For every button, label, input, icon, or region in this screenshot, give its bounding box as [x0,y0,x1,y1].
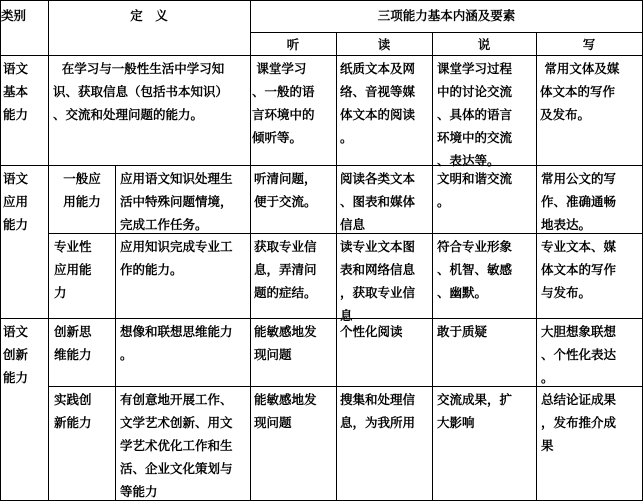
row-definition: 有创意地开展工作、 文学艺术创新、用文 学艺术优化工作和生 活、企业文化策划与 等能力 [120,392,233,499]
row-category: 语文 创新 能力 [3,324,29,385]
row-write: 总结论证成果 ，发布推介成 果 [541,392,617,453]
row-read: 读专业文本图 表和网络信息 ，获取专业信 息 [340,239,416,323]
row-listen: 课堂学习 、一般的语 言环境中的 倾听等。 [252,61,315,145]
row-listen: 听清问题， 便于交流。 [254,171,317,209]
rule [536,32,537,501]
rule [0,0,1,501]
row-listen: 获取专业信 息，弄清问 题的症结。 [254,239,317,300]
rule [250,0,251,501]
rule [432,32,433,501]
row-speak: 交流成果，扩 大影响 [437,392,513,430]
rule [336,32,337,501]
row-subcategory: 一般应 用能力 [63,171,101,209]
row-subcategory: 实践创 新能力 [54,392,92,430]
rule [115,165,116,501]
row-write: 专业文本、媒 体文本的写作 与发布。 [541,239,617,300]
row-write: 大胆想象联想 、个性化表达 。 [541,324,617,385]
row-listen: 能敏感地发 现问题 [254,392,317,430]
row-write: 常用文体及媒 体文本的写作 及发布。 [540,61,620,122]
row-read: 阅读各类文本 、图表和媒体 信息 [340,171,416,232]
row-subcategory: 创新思 维能力 [54,324,92,362]
row-speak: 文明和谐交流 。 [437,171,513,209]
rule [0,318,643,319]
row-read: 纸质文本及网 络、音视等媒 体文本的阅读 。 [340,61,416,145]
rule [0,165,643,166]
row-definition: 想像和联想思维能力 。 [120,324,233,362]
row-category: 语文 基本 能力 [3,61,29,122]
row-subcategory: 专业性 应用能 力 [54,239,92,300]
header-listen: 听 [286,37,300,52]
header-read: 读 [377,37,391,52]
header-elements-title: 三项能力基本内涵及要素 [377,8,516,23]
row-speak: 符合专业形象 、机智、敏感 、幽默。 [437,239,513,300]
row-speak: 敢于质疑 [437,324,488,339]
row-read: 个性化阅读 [340,324,403,339]
row-read: 搜集和处理信 息，为我所用 [340,392,416,430]
header-category: 类别 [1,8,27,23]
row-definition: 应用知识完成专业工 作的能力。 [120,239,233,277]
row-listen: 能敏感地发 现问题 [254,324,317,362]
header-definition: 定 义 [130,8,168,23]
rule [48,0,49,501]
rule [0,0,643,1]
header-write: 写 [582,37,596,52]
header-speak: 说 [477,37,491,52]
row-definition: 应用语文知识处理生 活中特殊问题情境， 完成工作任务。 [120,171,233,232]
row-write: 常用公文的写 作、准确通畅 地表达。 [541,171,617,232]
row-definition: 在学习与一般性生活中学习知 识、获取信息（包括书本知识） 、交流和处理问题的能力。 [53,61,229,122]
row-category: 语文 应用 能力 [3,171,29,232]
row-speak: 课堂学习过程 中的讨论交流 、具体的语言 环境中的交流 、表达等。 [437,61,513,168]
